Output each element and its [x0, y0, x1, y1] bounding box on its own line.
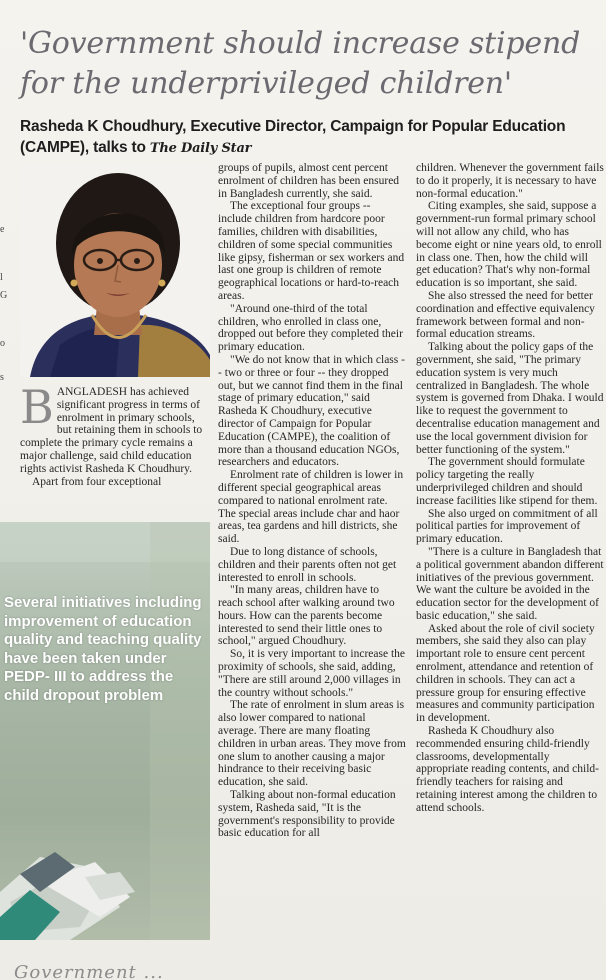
masthead-logo: The Daily Star [149, 141, 252, 156]
paragraph: The exceptional four groups -- include children from hardcore poor families, children with disabilities, children of some special communities like gipsy, fisherman or sex workers and last one group is children of remote geographical locations or hard-to-reach areas. [218, 200, 405, 302]
edge-fragment: l [0, 272, 3, 283]
lead-text: ANGLADESH has achieved significant progress in terms of enrolment in primary schools, but retaining them in schools to complete the primary cycle remains a major challenge, said child education rights activist Rasheda K Choudhury. [20, 386, 203, 475]
pull-quote: Several initiatives including improvement of education quality and teaching quality have been taken under PEDP- III to address the child dropout problem [4, 594, 202, 704]
headline: 'Government should increase stipend for the underprivileged children' [20, 26, 581, 101]
edge-fragment: o [0, 338, 5, 349]
subheadline-text: Rasheda K Choudhury, Executive Director, Campaign for Popular Education (CAMPE), talks to [20, 118, 566, 156]
paragraph: groups of pupils, almost cent percent enrolment of children has been ensured in Bangladesh currently, she said. [218, 162, 400, 200]
paragraph: Talking about non-formal education system, Rasheda said, "It is the government's responsibility to provide basic education for all [218, 789, 396, 840]
paragraph: Enrolment rate of children is lower in different special geographical areas compared to national enrolment rate. The special areas include char and haor areas, tea gardens and hill districts, she said. [218, 469, 404, 546]
person-icon [20, 165, 210, 377]
pull-quote-panel [0, 522, 210, 940]
paragraph: So, it is very important to increase the proximity of schools, she said, adding, "There are still around 2,000 villages in the country without schools." [218, 648, 406, 699]
lead-paragraph [20, 380, 205, 476]
next-article-fragment: Government ... [14, 962, 164, 980]
edge-fragment: e [0, 224, 5, 235]
paragraph: children. Whenever the government fails to do it properly, it is necessary to have non-formal education." [416, 162, 604, 200]
paragraph: Citing examples, she said, suppose a government-run formal primary school will not allow any child, who has become eight or nine years old, to enroll in class one. Then, how the child will get education? That's why non-formal education is so important, she said. [416, 200, 602, 290]
paragraph: "In many areas, children have to reach school after walking around two hours. How can the parents become interested to send their little ones to school," argued Choudhury. [218, 584, 395, 648]
paragraph: Rasheda K Choudhury also recommended ensuring child-friendly classrooms, developmentally appropriate reading contents, and child-friendly teachers for raising and retaining interest among the children to attend schools. [416, 725, 599, 814]
edge-fragment: G [0, 290, 8, 301]
paragraph: "There is a culture in Bangladesh that a political government abandon different initiatives of the previous government. We want the culture be avoided in the education sector for the development of basic education," she said. [416, 545, 604, 622]
portrait-photo [20, 165, 210, 377]
paragraph: Asked about the role of civil society members, she said they also can play important role to ensure cent percent enrolment, attendance and retention of children in schools. They can act a pressure group for ensuring effective measures and community participation in development. [416, 622, 595, 725]
paper-pile-icon [0, 522, 210, 940]
subheadline [20, 116, 600, 159]
paragraph: Talking about the policy gaps of the government, she said, "The primary education system is very much centralized in Bangladesh. The whole system is governed from Dhaka. I would like to request the government to decentralise education management and use the local government division for better functioning of the system." [416, 341, 604, 456]
article-column-2 [218, 162, 406, 840]
paragraph: The government should formulate policy targeting the really underprivileged children and should increase facilities like stipend for them. [416, 456, 598, 507]
paragraph: Due to long distance of schools, children and their parents often not get interested to enroll in schools. [218, 545, 397, 584]
paragraph: "We do not know that in which class -- two or three or four -- they dropped out, but we cannot find them in the final stage of primary education," said Rasheda K Choudhury, executive director of Campaign for Popular Education (CAMPE), the coalition of more than a thousand education NGOs, researchers and educators. [218, 353, 405, 469]
edge-fragment: s [0, 372, 4, 383]
paragraph: Apart from four exceptional [32, 475, 162, 488]
dropcap: B [20, 380, 54, 434]
article-column-1 [20, 380, 205, 488]
paragraph: The rate of enrolment in slum areas is also lower compared to national average. There are many floating children in urban areas. They move from one slum to another causing a major hindrance to their receiving basic education, she said. [218, 699, 406, 789]
article-column-3 [416, 162, 604, 815]
paragraph: She also stressed the need for better coordination and effective equivalency framework between formal and non-formal education streams. [416, 289, 595, 341]
paragraph: "Around one-third of the total children, who enrolled in class one, dropped out before they completed their primary education. [218, 302, 403, 354]
paragraph: She also urged on commitment of all political parties for improvement of primary education. [416, 507, 598, 546]
